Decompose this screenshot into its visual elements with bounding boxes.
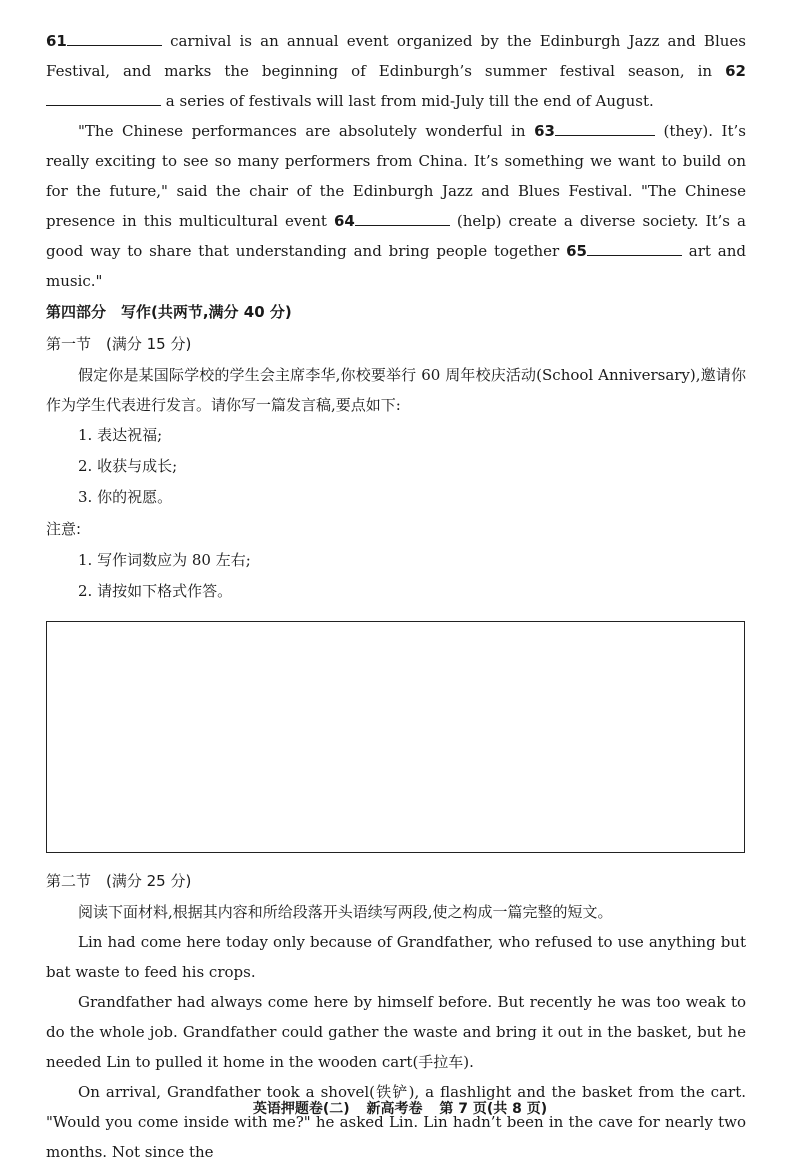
blank-number-63: 63 [534,122,555,140]
notes-label: 注意: [46,520,82,538]
blank-number-64: 64 [333,212,355,230]
story-paragraph-2: Grandfather had always come here by himself before. But recently he was too weak to do the whole job. Grandfather could gather the waste and bring it out in the basket, but he needed Lin to pulled it home in the wooden cart(手拉车). [46,993,746,1071]
footer-series: 新高考卷 [366,1101,423,1117]
section1-prompt: 假定你是某国际学校的学生会主席李华,你校要举行 60 周年校庆活动(School Anniversary),邀请你作为学生代表进行发言。请你写一篇发言稿,要点如下: [46,366,746,414]
blank-line-63[interactable] [555,119,655,136]
story-paragraph-1: Lin had come here today only because of Grandfather, who refused to use anything but bat waste to feed his crops. [46,933,746,981]
footer-page-number: 第 7 页(共 8 页) [439,1101,548,1117]
note-1: 1. 写作词数应为 80 左右; [78,551,251,569]
story-paragraph-3: On arrival, Grandfather took a shovel(铁铲), a flashlight and the basket from the cart. "Would you come inside with me?" he asked Lin. Lin hadn’t been in the cave for nearly two months. Not since the [46,1083,746,1161]
cloze-paragraph-1 [46,26,746,116]
cloze-text: carnival is an annual event organized by the Edinburgh Jazz and Blues Festival, and marks the beginning of Edinburgh’s summer festival season, in [46,32,746,80]
answer-box[interactable] [46,621,745,853]
section2-title: 第二节 (满分 25 分) [46,872,192,890]
footer-exam-title: 英语押题卷(二) [252,1101,350,1117]
requirement-point-3: 3. 你的祝愿。 [78,488,173,506]
cloze-text: art and music." [46,242,746,290]
cloze-text: a series of festivals will last from mid-July till the end of August. [165,92,654,110]
blank-line-62[interactable] [46,89,161,106]
cloze-text: "The Chinese performances are absolutely wonderful in [78,122,526,140]
cloze-text: (they). It’s really exciting to see so many performers from China. It’s something we want to build on for the future," said the chair of the Edinburgh Jazz and Blues Festival. "The Chinese presence in this multicultural event [46,122,746,230]
blank-number-65: 65 [566,242,587,260]
requirement-point-2: 2. 收获与成长; [78,457,178,475]
exam-page [46,26,746,1167]
section1-title: 第一节 (满分 15 分) [46,335,192,353]
part4-title: 第四部分 写作(共两节,满分 40 分) [46,303,292,321]
blank-number-62: 62 [725,62,746,80]
note-2: 2. 请按如下格式作答。 [78,582,233,600]
cloze-text: (help) create a diverse society. It’s a good way to share that understanding and bring people together [46,212,746,260]
blank-number-61: 61 [46,32,67,50]
cloze-paragraph-2 [46,116,746,296]
section2-instruction: 阅读下面材料,根据其内容和所给段落开头语续写两段,使之构成一篇完整的短文。 [78,903,613,921]
blank-line-65[interactable] [587,239,682,256]
blank-line-61[interactable] [67,29,162,46]
page-footer [0,1098,800,1118]
blank-line-64[interactable] [355,209,450,226]
requirement-point-1: 1. 表达祝福; [78,426,163,444]
